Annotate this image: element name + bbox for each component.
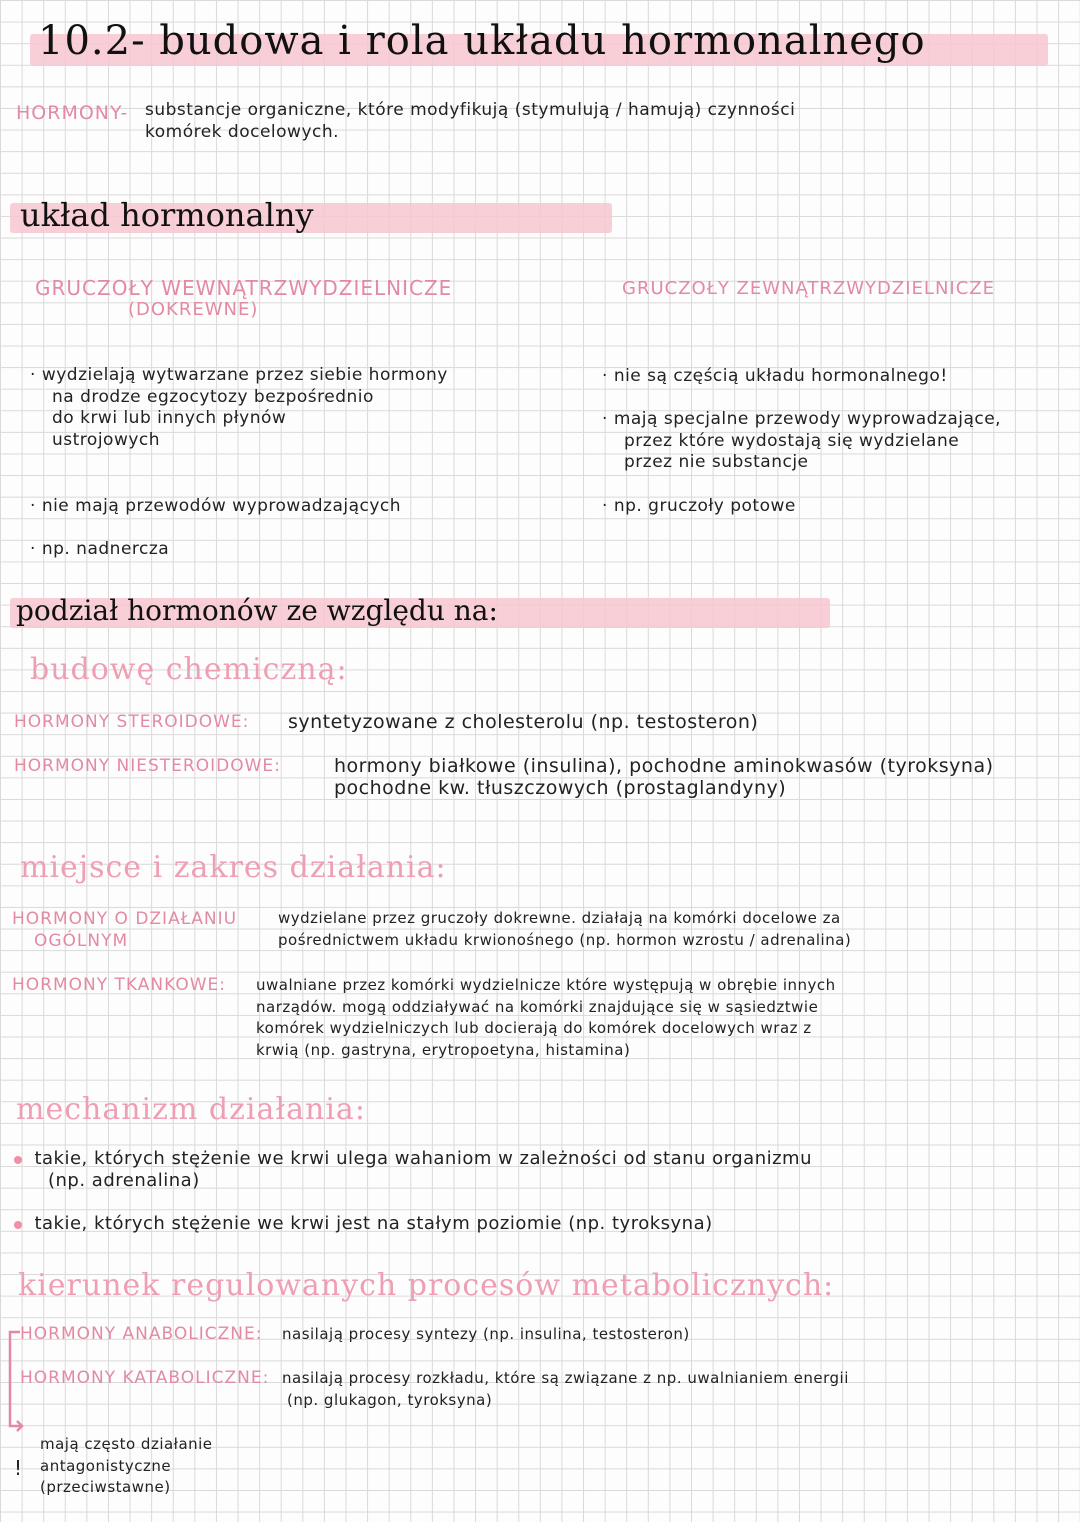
bullet-line: (np. adrenalina) (48, 1169, 200, 1191)
subheading-mechanism: mechanizm działania: (16, 1092, 366, 1127)
mechanism-bullet-2 (14, 1213, 713, 1235)
left-bullet-2: · nie mają przewodów wyprowadzających (30, 496, 402, 516)
bullet-line: takie, których stężenie we krwi jest na stałym poziomie (np. tyroksyna) (34, 1213, 713, 1234)
bullet-line: nie są częścią układu hormonalnego! (613, 366, 948, 386)
bracket-arrow-icon (2, 1326, 32, 1436)
row-line: uwalniane przez komórki wydzielnicze które występują w obrębie innych (256, 976, 836, 994)
row-label: HORMONY ANABOLICZNE: (20, 1324, 263, 1344)
row-text (278, 908, 851, 951)
row-line: narządów. mogą oddziaływać na komórki znajdujące się w sąsiedztwie (256, 997, 819, 1016)
definition-line: komórek docelowych. (145, 121, 340, 142)
bullet-dot-icon (14, 1221, 22, 1229)
row-line: krwią (np. gastryna, erytropoetyna, histamina) (256, 1040, 631, 1059)
row-text: syntetyzowane z cholesterolu (np. testosteron) (288, 711, 759, 733)
subheading-metabolic: kierunek regulowanych procesów metabolicznych: (18, 1268, 835, 1303)
row-text (334, 756, 994, 799)
bullet-dot-icon (14, 1156, 22, 1164)
page-title: 10.2- budowa i rola układu hormonalnego (38, 18, 926, 64)
left-column-heading: GRUCZOŁY WEWNĄTRZWYDZIELNICZE (35, 276, 453, 300)
row-label: HORMONY TKANKOWE: (12, 975, 226, 995)
bullet-line: np. nadnercza (41, 539, 170, 559)
bullet-line: do krwi lub innych płynów (52, 408, 287, 429)
row-line: wydzielane przez gruczoły dokrewne. działają na komórki docelowe za (278, 909, 841, 927)
row-label (12, 908, 237, 952)
row-label: HORMONY KATABOLICZNE: (20, 1368, 270, 1388)
bullet-line: nie mają przewodów wyprowadzających (41, 496, 402, 516)
definition-text (145, 100, 795, 143)
section-heading-division: podział hormonów ze względu na: (16, 594, 498, 627)
row-line: (np. glukagon, tyroksyna) (287, 1390, 493, 1409)
row-line: hormony białkowe (insulina), pochodne aminokwasów (tyroksyna) (334, 755, 994, 777)
bullet-line: mają specjalne przewody wyprowadzające, (613, 409, 1002, 429)
bullet-line: np. gruczoły potowe (613, 496, 796, 516)
row-label-line: HORMONY O DZIAŁANIU (12, 909, 238, 929)
bullet-line: takie, których stężenie we krwi ulega wahaniom w zależności od stanu organizmu (34, 1148, 812, 1169)
note-line: (przeciwstawne) (40, 1478, 171, 1497)
right-bullet-1: · nie są częścią układu hormonalnego! (602, 366, 948, 386)
right-column-heading: GRUCZOŁY ZEWNĄTRZWYDZIELNICZE (622, 278, 995, 299)
bullet-line: ustrojowych (52, 429, 161, 450)
row-line: pośrednictwem układu krwionośnego (np. hormon wzrostu / adrenalina) (278, 930, 852, 949)
right-bullet-2: · mają specjalne przewody wyprowadzające, przez które wydostają się wydzielane przez nie substancje (602, 409, 1002, 473)
definition-line: substancje organiczne, które modyfikują (stymulują / hamują) czynności (145, 100, 796, 120)
row-label-line: OGÓLNYM (34, 931, 129, 951)
mechanism-bullet-1 (14, 1148, 812, 1191)
subheading-chemical: budowę chemiczną: (30, 652, 348, 687)
definition-term: HORMONY- (16, 102, 129, 124)
section-heading-system: układ hormonalny (20, 196, 314, 234)
row-text (282, 1368, 849, 1411)
bullet-line: wydzielają wytwarzane przez siebie hormony (41, 365, 448, 385)
bullet-line: na drodze egzocytozy bezpośrednio (52, 386, 374, 407)
note-line: antagonistyczne (40, 1456, 172, 1475)
bullet-line: przez nie substancje (624, 452, 809, 473)
note-line: mają często działanie (40, 1435, 213, 1453)
row-line: pochodne kw. tłuszczowych (prostaglandyny) (334, 776, 787, 799)
row-label: HORMONY NIESTEROIDOWE: (14, 756, 281, 776)
bullet-line: przez które wydostają się wydzielane (624, 430, 960, 451)
antagonism-note (40, 1434, 213, 1499)
row-text: nasilają procesy syntezy (np. insulina, testosteron) (282, 1325, 690, 1343)
left-bullet-1: · wydzielają wytwarzane przez siebie hormony na drodze egzocytozy bezpośrednio do krwi lub innych płynów ustrojowych (30, 365, 448, 450)
subheading-place: miejsce i zakres działania: (20, 850, 447, 885)
row-line: nasilają procesy rozkładu, które są związane z np. uwalnianiem energii (282, 1369, 849, 1387)
left-bullet-3: · np. nadnercza (30, 539, 170, 559)
row-text (256, 975, 836, 1061)
right-bullet-3: · np. gruczoły potowe (602, 496, 796, 516)
left-column-subheading: (DOKREWNE) (128, 299, 259, 320)
row-label: HORMONY STEROIDOWE: (14, 712, 250, 732)
exclamation-mark: ! (14, 1456, 23, 1480)
row-line: komórek wydzielniczych lub docierają do komórek docelowych wraz z (256, 1019, 812, 1038)
